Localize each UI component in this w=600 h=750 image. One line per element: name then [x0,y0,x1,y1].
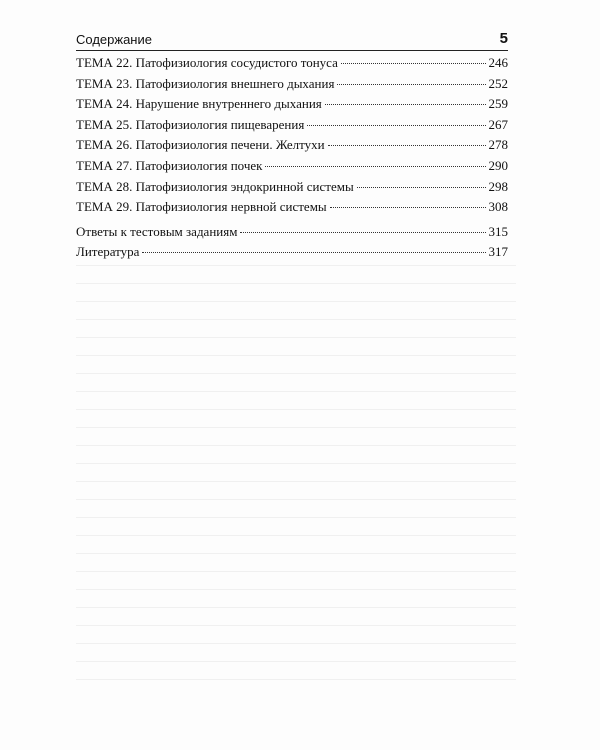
toc-entry-title: ТЕМА 27. Патофизиология почек [76,157,263,173]
toc-entry-title: ТЕМА 23. Патофизиология внешнего дыхания [76,75,335,91]
toc-entry [76,76,508,97]
toc-leader-dots [330,207,486,208]
toc-entry-title: ТЕМА 29. Патофизиология нервной системы [76,199,327,215]
toc-entry [76,117,508,138]
toc-entry-page: 315 [488,223,508,239]
toc-entry-title: Литература [76,244,140,260]
toc-entry-page: 308 [488,199,508,215]
toc-entry [76,137,508,158]
toc-entry-title: ТЕМА 24. Нарушение внутреннего дыхания [76,96,322,112]
header-title: Содержание [76,32,152,47]
toc-leader-dots [337,84,485,85]
toc-entry-page: 278 [488,137,508,153]
toc-entry-title: ТЕМА 25. Патофизиология пищеварения [76,116,305,132]
toc-entry [76,55,508,76]
page-number: 5 [499,30,508,47]
toc-leader-dots [307,125,485,126]
toc-entry-page: 259 [488,96,508,112]
running-header [76,30,508,51]
toc-entry-page: 298 [488,178,508,194]
toc-leader-dots [265,166,485,167]
toc-entry-page: 246 [488,55,508,70]
toc-entry-page: 317 [488,244,508,260]
toc-leader-dots [341,63,486,64]
bleed-through-texture [76,265,516,695]
toc-entry [76,224,508,245]
toc-entry [76,96,508,117]
toc-entry-title: ТЕМА 26. Патофизиология печени. Желтухи [76,137,325,153]
toc-entry [76,244,508,265]
toc-entry-page: 267 [488,116,508,132]
toc-leader-dots [357,187,486,188]
toc-entry-title: ТЕМА 28. Патофизиология эндокринной системы [76,178,354,194]
toc-entry-page: 252 [488,75,508,91]
toc-entry-title: Ответы к тестовым заданиям [76,223,238,239]
toc-entry [76,158,508,179]
table-of-contents [76,55,508,265]
toc-leader-dots [328,145,486,146]
toc-entry-title: ТЕМА 22. Патофизиология сосудистого тонуса [76,55,338,70]
toc-entry [76,199,508,220]
toc-entry-page: 290 [488,157,508,173]
toc-entry [76,179,508,200]
toc-leader-dots [142,252,485,253]
toc-leader-dots [325,104,486,105]
toc-leader-dots [240,232,485,233]
